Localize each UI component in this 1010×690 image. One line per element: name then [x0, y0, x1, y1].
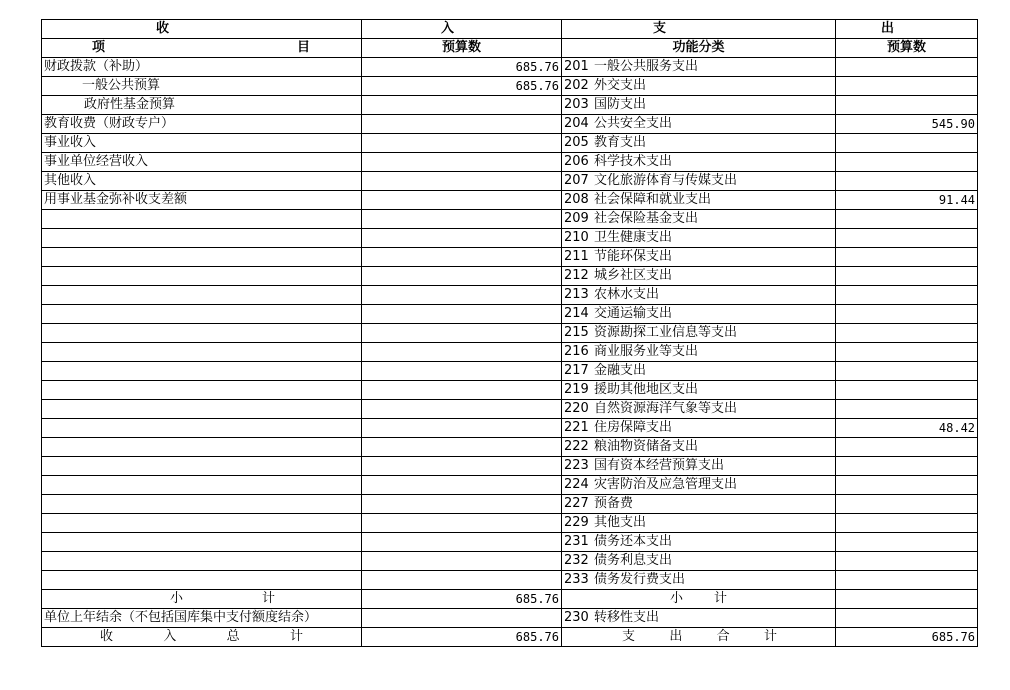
expense-value: [836, 305, 978, 324]
income-value: [362, 305, 562, 324]
expense-code: 213: [564, 287, 589, 302]
expense-value: [836, 153, 978, 172]
expense-name: 债务利息支出: [594, 553, 673, 568]
expense-value: [836, 476, 978, 495]
income-value: [362, 400, 562, 419]
expense-value: [836, 58, 978, 77]
expense-value: [836, 533, 978, 552]
income-value: [362, 153, 562, 172]
income-label: [42, 324, 362, 343]
table-row: [42, 324, 978, 343]
expense-code: 223: [564, 458, 589, 473]
subtotal-char: 计: [262, 591, 276, 606]
expense-category: [562, 248, 836, 267]
table-row: [42, 400, 978, 419]
expense-name: 转移性支出: [594, 610, 660, 625]
income-label: [42, 476, 362, 495]
expense-category: [562, 324, 836, 343]
table-row: [42, 305, 978, 324]
carryover-value: [362, 609, 562, 628]
expense-code: 229: [564, 515, 589, 530]
totals-row: [42, 628, 978, 647]
expense-category: [562, 115, 836, 134]
expense-name: 节能环保支出: [594, 249, 673, 264]
expense-category: [562, 96, 836, 115]
subtotal-char: 计: [714, 591, 728, 606]
income-label: [42, 343, 362, 362]
subtotal-income-value: 685.76: [362, 590, 562, 609]
expense-value: 545.90: [836, 115, 978, 134]
income-value: [362, 495, 562, 514]
total-char: 收: [100, 629, 114, 644]
budget-table: [41, 19, 978, 647]
table-row: [42, 419, 978, 438]
transfer-value: [836, 609, 978, 628]
header-income: [42, 20, 362, 39]
total-char: 总: [226, 629, 240, 644]
table-row: [42, 495, 978, 514]
expense-code: 204: [564, 116, 589, 131]
income-value: [362, 533, 562, 552]
expense-category: [562, 305, 836, 324]
col-item: [42, 39, 362, 58]
income-value: [362, 324, 562, 343]
table-row: [42, 343, 978, 362]
table-row: [42, 362, 978, 381]
income-label: 用事业基金弥补收支差额: [42, 191, 362, 210]
expense-value: [836, 210, 978, 229]
expense-code: 201: [564, 59, 589, 74]
income-value: [362, 172, 562, 191]
expense-code: 206: [564, 154, 589, 169]
subtotal-row: [42, 590, 978, 609]
expense-category: [562, 571, 836, 590]
income-label: 一般公共预算: [42, 77, 362, 96]
income-value: [362, 191, 562, 210]
table-row: [42, 210, 978, 229]
expense-value: [836, 514, 978, 533]
income-value: 685.76: [362, 77, 562, 96]
income-label: [42, 419, 362, 438]
header-expense-right: [836, 20, 978, 39]
income-label: [42, 438, 362, 457]
expense-name: 其他支出: [594, 515, 647, 530]
income-value: [362, 115, 562, 134]
subtotal-char: 小: [170, 591, 184, 606]
expense-value: [836, 229, 978, 248]
income-label: [42, 267, 362, 286]
total-char: 计: [764, 629, 778, 644]
income-value: [362, 210, 562, 229]
expense-code: 233: [564, 572, 589, 587]
income-value: [362, 438, 562, 457]
expense-code: 230: [564, 610, 589, 625]
expense-code: 203: [564, 97, 589, 112]
expense-name: 外交支出: [594, 78, 647, 93]
expense-code: 219: [564, 382, 589, 397]
income-label: 政府性基金预算: [42, 96, 362, 115]
income-label: 教育收费（财政专户）: [42, 115, 362, 134]
expense-category: [562, 362, 836, 381]
expense-value: [836, 286, 978, 305]
expense-value: [836, 267, 978, 286]
expense-name: 城乡社区支出: [594, 268, 673, 283]
total-char: 合: [716, 629, 730, 644]
subtotal-expense-value: [836, 590, 978, 609]
col-budget-out: 预算数: [836, 39, 978, 58]
expense-category: [562, 153, 836, 172]
expense-value: [836, 343, 978, 362]
income-label: [42, 381, 362, 400]
expense-code: 202: [564, 78, 589, 93]
income-label: [42, 286, 362, 305]
header-char: 支: [653, 21, 667, 36]
expense-name: 灾害防治及应急管理支出: [594, 477, 738, 492]
expense-category: [562, 495, 836, 514]
header-row-top: [42, 20, 978, 39]
income-label: [42, 552, 362, 571]
total-char: 出: [669, 629, 683, 644]
table-row: [42, 153, 978, 172]
expense-value: [836, 571, 978, 590]
expense-category: [562, 229, 836, 248]
table-row: [42, 514, 978, 533]
expense-value: [836, 324, 978, 343]
income-total-value: 685.76: [362, 628, 562, 647]
expense-name: 公共安全支出: [594, 116, 673, 131]
income-value: [362, 362, 562, 381]
table-row: [42, 96, 978, 115]
subtotal-expense-label: [562, 590, 836, 609]
carryover-row: [42, 609, 978, 628]
income-label: [42, 362, 362, 381]
table-row: [42, 533, 978, 552]
expense-value: [836, 96, 978, 115]
income-value: [362, 286, 562, 305]
income-value: 685.76: [362, 58, 562, 77]
table-row: [42, 381, 978, 400]
expense-category: [562, 191, 836, 210]
income-value: [362, 229, 562, 248]
expense-code: 211: [564, 249, 589, 264]
expense-code: 210: [564, 230, 589, 245]
expense-name: 资源勘探工业信息等支出: [594, 325, 738, 340]
table-row: [42, 58, 978, 77]
expense-value: [836, 172, 978, 191]
table-row: [42, 134, 978, 153]
expense-name: 社会保险基金支出: [594, 211, 699, 226]
expense-code: 227: [564, 496, 589, 511]
expense-code: 217: [564, 363, 589, 378]
table-row: [42, 77, 978, 96]
income-label: [42, 533, 362, 552]
total-char: 计: [289, 629, 303, 644]
expense-category: [562, 552, 836, 571]
col-category: 功能分类: [562, 39, 836, 58]
header-income-right: [362, 20, 562, 39]
income-value: [362, 343, 562, 362]
expense-code: 232: [564, 553, 589, 568]
expense-category: [562, 514, 836, 533]
expense-name: 援助其他地区支出: [594, 382, 699, 397]
income-label: [42, 400, 362, 419]
expense-value: [836, 134, 978, 153]
header-char: 出: [881, 21, 895, 36]
expense-category: [562, 343, 836, 362]
expense-code: 208: [564, 192, 589, 207]
expense-code: 224: [564, 477, 589, 492]
expense-category: [562, 134, 836, 153]
expense-code: 212: [564, 268, 589, 283]
header-row-cols: [42, 39, 978, 58]
transfer-category: [562, 609, 836, 628]
income-label: [42, 571, 362, 590]
expense-name: 商业服务业等支出: [594, 344, 699, 359]
income-value: [362, 134, 562, 153]
carryover-label: 单位上年结余（不包括国库集中支付额度结余）: [42, 609, 362, 628]
col-item-char: 目: [297, 40, 311, 55]
expense-category: [562, 533, 836, 552]
expense-category: [562, 419, 836, 438]
table-row: [42, 267, 978, 286]
table-row: [42, 191, 978, 210]
table-row: [42, 115, 978, 134]
expense-total-value: 685.76: [836, 628, 978, 647]
expense-value: [836, 400, 978, 419]
expense-code: 205: [564, 135, 589, 150]
expense-value: 48.42: [836, 419, 978, 438]
expense-category: [562, 381, 836, 400]
expense-value: [836, 77, 978, 96]
expense-total-label: [562, 628, 836, 647]
income-label: 其他收入: [42, 172, 362, 191]
expense-name: 自然资源海洋气象等支出: [594, 401, 738, 416]
expense-category: [562, 58, 836, 77]
expense-category: [562, 400, 836, 419]
expense-name: 预备费: [594, 496, 634, 511]
income-value: [362, 476, 562, 495]
income-label: [42, 210, 362, 229]
expense-value: [836, 362, 978, 381]
expense-name: 金融支出: [594, 363, 647, 378]
income-value: [362, 571, 562, 590]
income-label: 财政拨款（补助）: [42, 58, 362, 77]
income-value: [362, 457, 562, 476]
expense-category: [562, 267, 836, 286]
income-label: 事业收入: [42, 134, 362, 153]
expense-name: 交通运输支出: [594, 306, 673, 321]
expense-name: 债务还本支出: [594, 534, 673, 549]
col-item-char: 项: [92, 40, 106, 55]
expense-category: [562, 172, 836, 191]
expense-category: [562, 286, 836, 305]
expense-name: 文化旅游体育与传媒支出: [594, 173, 738, 188]
expense-name: 一般公共服务支出: [594, 59, 699, 74]
expense-code: 209: [564, 211, 589, 226]
income-value: [362, 552, 562, 571]
expense-name: 粮油物资储备支出: [594, 439, 699, 454]
total-char: 入: [163, 629, 177, 644]
expense-name: 农林水支出: [594, 287, 660, 302]
table-row: [42, 248, 978, 267]
income-label: [42, 229, 362, 248]
expense-code: 222: [564, 439, 589, 454]
expense-category: [562, 210, 836, 229]
income-label: [42, 514, 362, 533]
expense-code: 231: [564, 534, 589, 549]
expense-code: 214: [564, 306, 589, 321]
expense-code: 207: [564, 173, 589, 188]
expense-category: [562, 438, 836, 457]
expense-name: 科学技术支出: [594, 154, 673, 169]
table-row: [42, 552, 978, 571]
expense-name: 住房保障支出: [594, 420, 673, 435]
table-row: [42, 571, 978, 590]
income-value: [362, 96, 562, 115]
income-value: [362, 248, 562, 267]
table-row: [42, 172, 978, 191]
header-char: 收: [156, 21, 170, 36]
income-value: [362, 267, 562, 286]
income-value: [362, 514, 562, 533]
income-label: [42, 495, 362, 514]
table-row: [42, 438, 978, 457]
col-budget-in: 预算数: [362, 39, 562, 58]
expense-value: [836, 381, 978, 400]
table-row: [42, 229, 978, 248]
expense-value: [836, 552, 978, 571]
header-char: 入: [441, 21, 455, 36]
expense-category: [562, 77, 836, 96]
subtotal-label: [42, 590, 362, 609]
income-label: [42, 457, 362, 476]
income-label: [42, 305, 362, 324]
expense-name: 债务发行费支出: [594, 572, 686, 587]
expense-value: 91.44: [836, 191, 978, 210]
expense-value: [836, 457, 978, 476]
header-expense: [562, 20, 836, 39]
expense-name: 教育支出: [594, 135, 647, 150]
expense-name: 国防支出: [594, 97, 647, 112]
expense-code: 220: [564, 401, 589, 416]
expense-code: 216: [564, 344, 589, 359]
subtotal-char: 小: [670, 591, 684, 606]
table-row: [42, 286, 978, 305]
expense-category: [562, 457, 836, 476]
expense-name: 社会保障和就业支出: [594, 192, 712, 207]
table-row: [42, 476, 978, 495]
total-char: 支: [622, 629, 636, 644]
expense-category: [562, 476, 836, 495]
income-value: [362, 381, 562, 400]
expense-code: 215: [564, 325, 589, 340]
income-label: [42, 248, 362, 267]
expense-name: 国有资本经营预算支出: [594, 458, 725, 473]
table-row: [42, 457, 978, 476]
income-label: 事业单位经营收入: [42, 153, 362, 172]
income-total-label: [42, 628, 362, 647]
expense-code: 221: [564, 420, 589, 435]
expense-value: [836, 438, 978, 457]
expense-value: [836, 248, 978, 267]
expense-value: [836, 495, 978, 514]
expense-name: 卫生健康支出: [594, 230, 673, 245]
income-value: [362, 419, 562, 438]
